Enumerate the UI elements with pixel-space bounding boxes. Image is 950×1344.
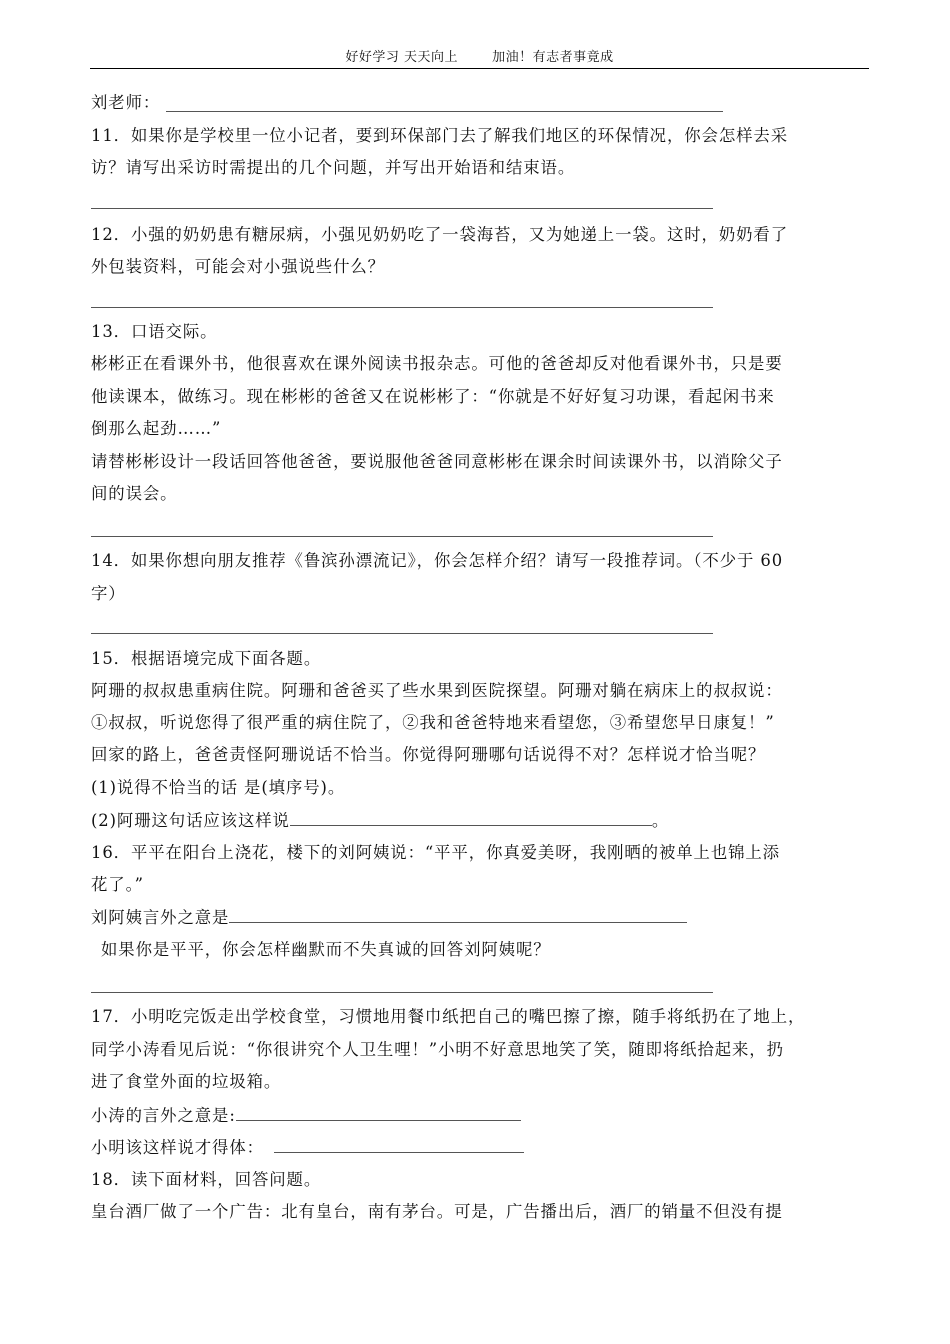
q17-proper-label (91, 1136, 524, 1159)
q11-line-1: 11．如果你是学校里一位小记者，要到环保部门去了解我们地区的环保情况，你会怎样去采 (91, 126, 788, 145)
answer-blank-q16-meaning[interactable] (229, 906, 687, 923)
q13-line-4: 请替彬彬设计一段话回答他爸爸，要说服他爸爸同意彬彬在课余时间读课外书，以消除父子 (91, 452, 783, 471)
q15-line-1: 阿珊的叔叔患重病住院。阿珊和爸爸买了些水果到医院探望。阿珊对躺在病床上的叔叔说： (91, 681, 783, 700)
q15-title: 15．根据语境完成下面各题。 (91, 649, 322, 668)
q17-line-3: 进了食堂外面的垃圾箱。 (91, 1072, 282, 1091)
answer-blank-q13[interactable] (91, 536, 713, 537)
q16-line-1: 16．平平在阳台上浇花，楼下的刘阿姨说：“平平，你真爱美呀，我刚晒的被单上也锦上添 (91, 843, 780, 862)
q14-line-2: 字） (91, 584, 126, 603)
q18-title: 18．读下面材料，回答问题。 (91, 1170, 322, 1189)
answer-blank-q17-meaning[interactable] (236, 1104, 521, 1121)
teacher-label: 刘老师： (91, 93, 161, 112)
q12-line-2: 外包装资料，可能会对小强说些什么？ (91, 257, 385, 276)
answer-blank-q15-2[interactable] (290, 809, 652, 826)
q15-line-3: 回家的路上，爸爸责怪阿珊说话不恰当。你觉得阿珊哪句话说得不对？怎样说才恰当呢？ (91, 745, 766, 764)
answer-blank-q12[interactable] (91, 307, 713, 308)
q15-line-2: ①叔叔，听说您得了很严重的病住院了，②我和爸爸特地来看望您，③希望您早日康复！” (91, 713, 775, 732)
q11-line-2: 访？请写出采访时需提出的几个问题，并写出开始语和结束语。 (91, 158, 576, 177)
q16-line-2: 花了。” (91, 875, 144, 894)
q13-line-3: 倒那么起劲……” (91, 419, 222, 438)
q16-question: 如果你是平平，你会怎样幽默而不失真诚的回答刘阿姨呢？ (101, 940, 551, 959)
q17-line-1: 17．小明吃完饭走出学校食堂，习惯地用餐巾纸把自己的嘴巴擦了擦，随手将纸扔在了地上， (91, 1007, 806, 1026)
q13-line-1: 彬彬正在看课外书，他很喜欢在课外阅读书报杂志。可他的爸爸却反对他看课外书，只是要 (91, 354, 783, 373)
q17-line-2: 同学小涛看见后说：“你很讲究个人卫生哩！”小明不好意思地笑了笑，随即将纸拾起来，扔 (91, 1040, 784, 1059)
answer-blank-q14[interactable] (91, 633, 713, 634)
q14-line-1: 14．如果你想向朋友推荐《鲁滨孙漂流记》，你会怎样介绍？请写一段推荐词。（不少于 60 (91, 551, 784, 570)
header-motto-left: 好好学习 天天向上 (345, 50, 459, 65)
q16-implied-meaning-label (91, 906, 687, 929)
q16-implied-meaning-text: 刘阿姨言外之意是 (91, 908, 230, 927)
answer-blank-q17-proper[interactable] (274, 1136, 524, 1153)
header-motto-right: 加油！有志者事竟成 (492, 50, 614, 65)
q13-title: 13．口语交际。 (91, 322, 218, 341)
page-header (90, 48, 869, 69)
q15-sub-2 (91, 809, 669, 832)
q15-sub-2-period: 。 (651, 811, 670, 830)
q17-implied-text: 小涛的言外之意是: (91, 1106, 236, 1125)
q13-line-2: 他读课本，做练习。现在彬彬的爸爸又在说彬彬了：“你就是不好好复习功课，看起闲书来 (91, 387, 775, 406)
q13-line-5: 间的误会。 (91, 484, 178, 503)
q15-sub-1: (1)说得不恰当的话 是(填序号)。 (91, 778, 346, 797)
q12-line-1: 12．小强的奶奶患有糖尿病，小强见奶奶吃了一袋海苔，又为她递上一袋。这时，奶奶看了 (91, 225, 788, 244)
answer-blank-q16[interactable] (91, 992, 713, 993)
answer-blank-q11[interactable] (91, 208, 713, 209)
q18-line-1: 皇台酒厂做了一个广告：北有皇台，南有茅台。可是，广告播出后，酒厂的销量不但没有提 (91, 1202, 783, 1221)
q15-sub-2-text: (2)阿珊这句话应该这样说 (91, 811, 290, 830)
q17-implied-label (91, 1104, 521, 1127)
q17-proper-text: 小明该这样说才得体： (91, 1138, 264, 1157)
answer-blank-teacher[interactable] (166, 111, 723, 112)
